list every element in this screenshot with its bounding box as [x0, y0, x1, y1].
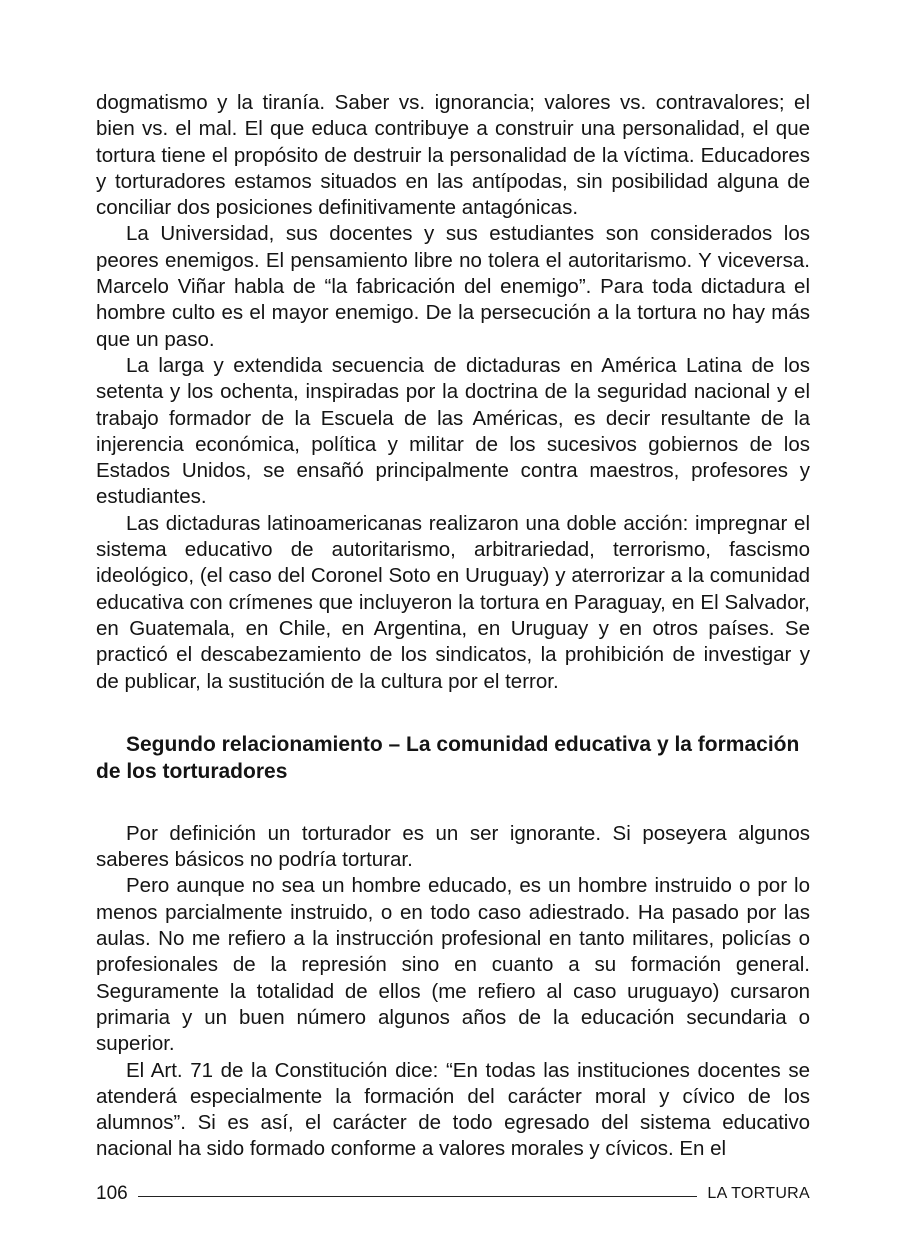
footer-rule: [138, 1196, 698, 1197]
section-heading: Segundo relacionamiento – La comunidad educativa y la formación de los torturadores: [96, 732, 800, 783]
page-body: [96, 90, 810, 1163]
body-paragraph: La Universidad, sus docentes y sus estudiantes son considerados los peores enemigos. El pensamiento libre no tolera el autoritarismo. Y viceversa. Marcelo Viñar habla de “la fabricación del enemigo”. Para toda dictadura el hombre culto es el mayor enemigo. De la persecución a la tortura no hay más que un paso.: [96, 222, 810, 351]
body-paragraph: La larga y extendida secuencia de dictaduras en América Latina de los setenta y los ochenta, inspiradas por la doctrina de la seguridad nacional y el trabajo formador de la Escuela de las Américas, es decir resultante de la injerencia económica, política y militar de los sucesivos gobiernos de los Estados Unidos, se ensañó principalmente contra maestros, profesores y estudiantes.: [96, 353, 810, 509]
body-paragraph: Por definición un torturador es un ser ignorante. Si poseyera algunos saberes básicos no podría torturar.: [96, 821, 810, 872]
body-paragraph: dogmatismo y la tiranía. Saber vs. ignorancia; valores vs. contravalores; el bien vs. el mal. El que educa contribuye a construir una personalidad, el que tortura tiene el propósito de destruir la personalidad de la víctima. Educadores y torturadores estamos situados en las antípodas, sin posibilidad alguna de conciliar dos posiciones definitivamente antagónicas.: [96, 91, 810, 220]
body-paragraph: Las dictaduras latinoamericanas realizaron una doble acción: impregnar el sistema educativo de autoritarismo, arbitrariedad, terrorismo, fascismo ideológico, (el caso del Coronel Soto en Uruguay) y aterrorizar a la comunidad educativa con crímenes que incluyeron la tortura en Paraguay, en El Salvador, en Guatemala, en Chile, en Argentina, en Uruguay y en otros países. Se practicó el descabezamiento de los sindicatos, la prohibición de investigar y de publicar, la sustitución de la cultura por el terror.: [96, 511, 810, 693]
body-paragraph: Pero aunque no sea un hombre educado, es un hombre instruido o por lo menos parcialmente instruido, o en todo caso adiestrado. Ha pasado por las aulas. No me refiero a la instrucción profesional en tanto militares, policías o profesionales de la represión sino en cuanto a su formación general. Seguramente la totalidad de ellos (me refiero al caso uruguayo) cursaron primaria y un buen número algunos años de la educación secundaria o superior.: [96, 874, 810, 1056]
heading-spacer: [96, 785, 810, 821]
body-paragraph: El Art. 71 de la Constitución dice: “En todas las instituciones docentes se atenderá especialmente la formación del carácter moral y cívico de los alumnos”. Si es así, el carácter de todo egresado del sistema educativo nacional ha sido formado conforme a valores morales y cívicos. En el: [96, 1058, 810, 1161]
page-footer: [96, 1181, 810, 1207]
running-title: LA TORTURA: [707, 1185, 810, 1202]
page-number: 106: [96, 1183, 128, 1204]
